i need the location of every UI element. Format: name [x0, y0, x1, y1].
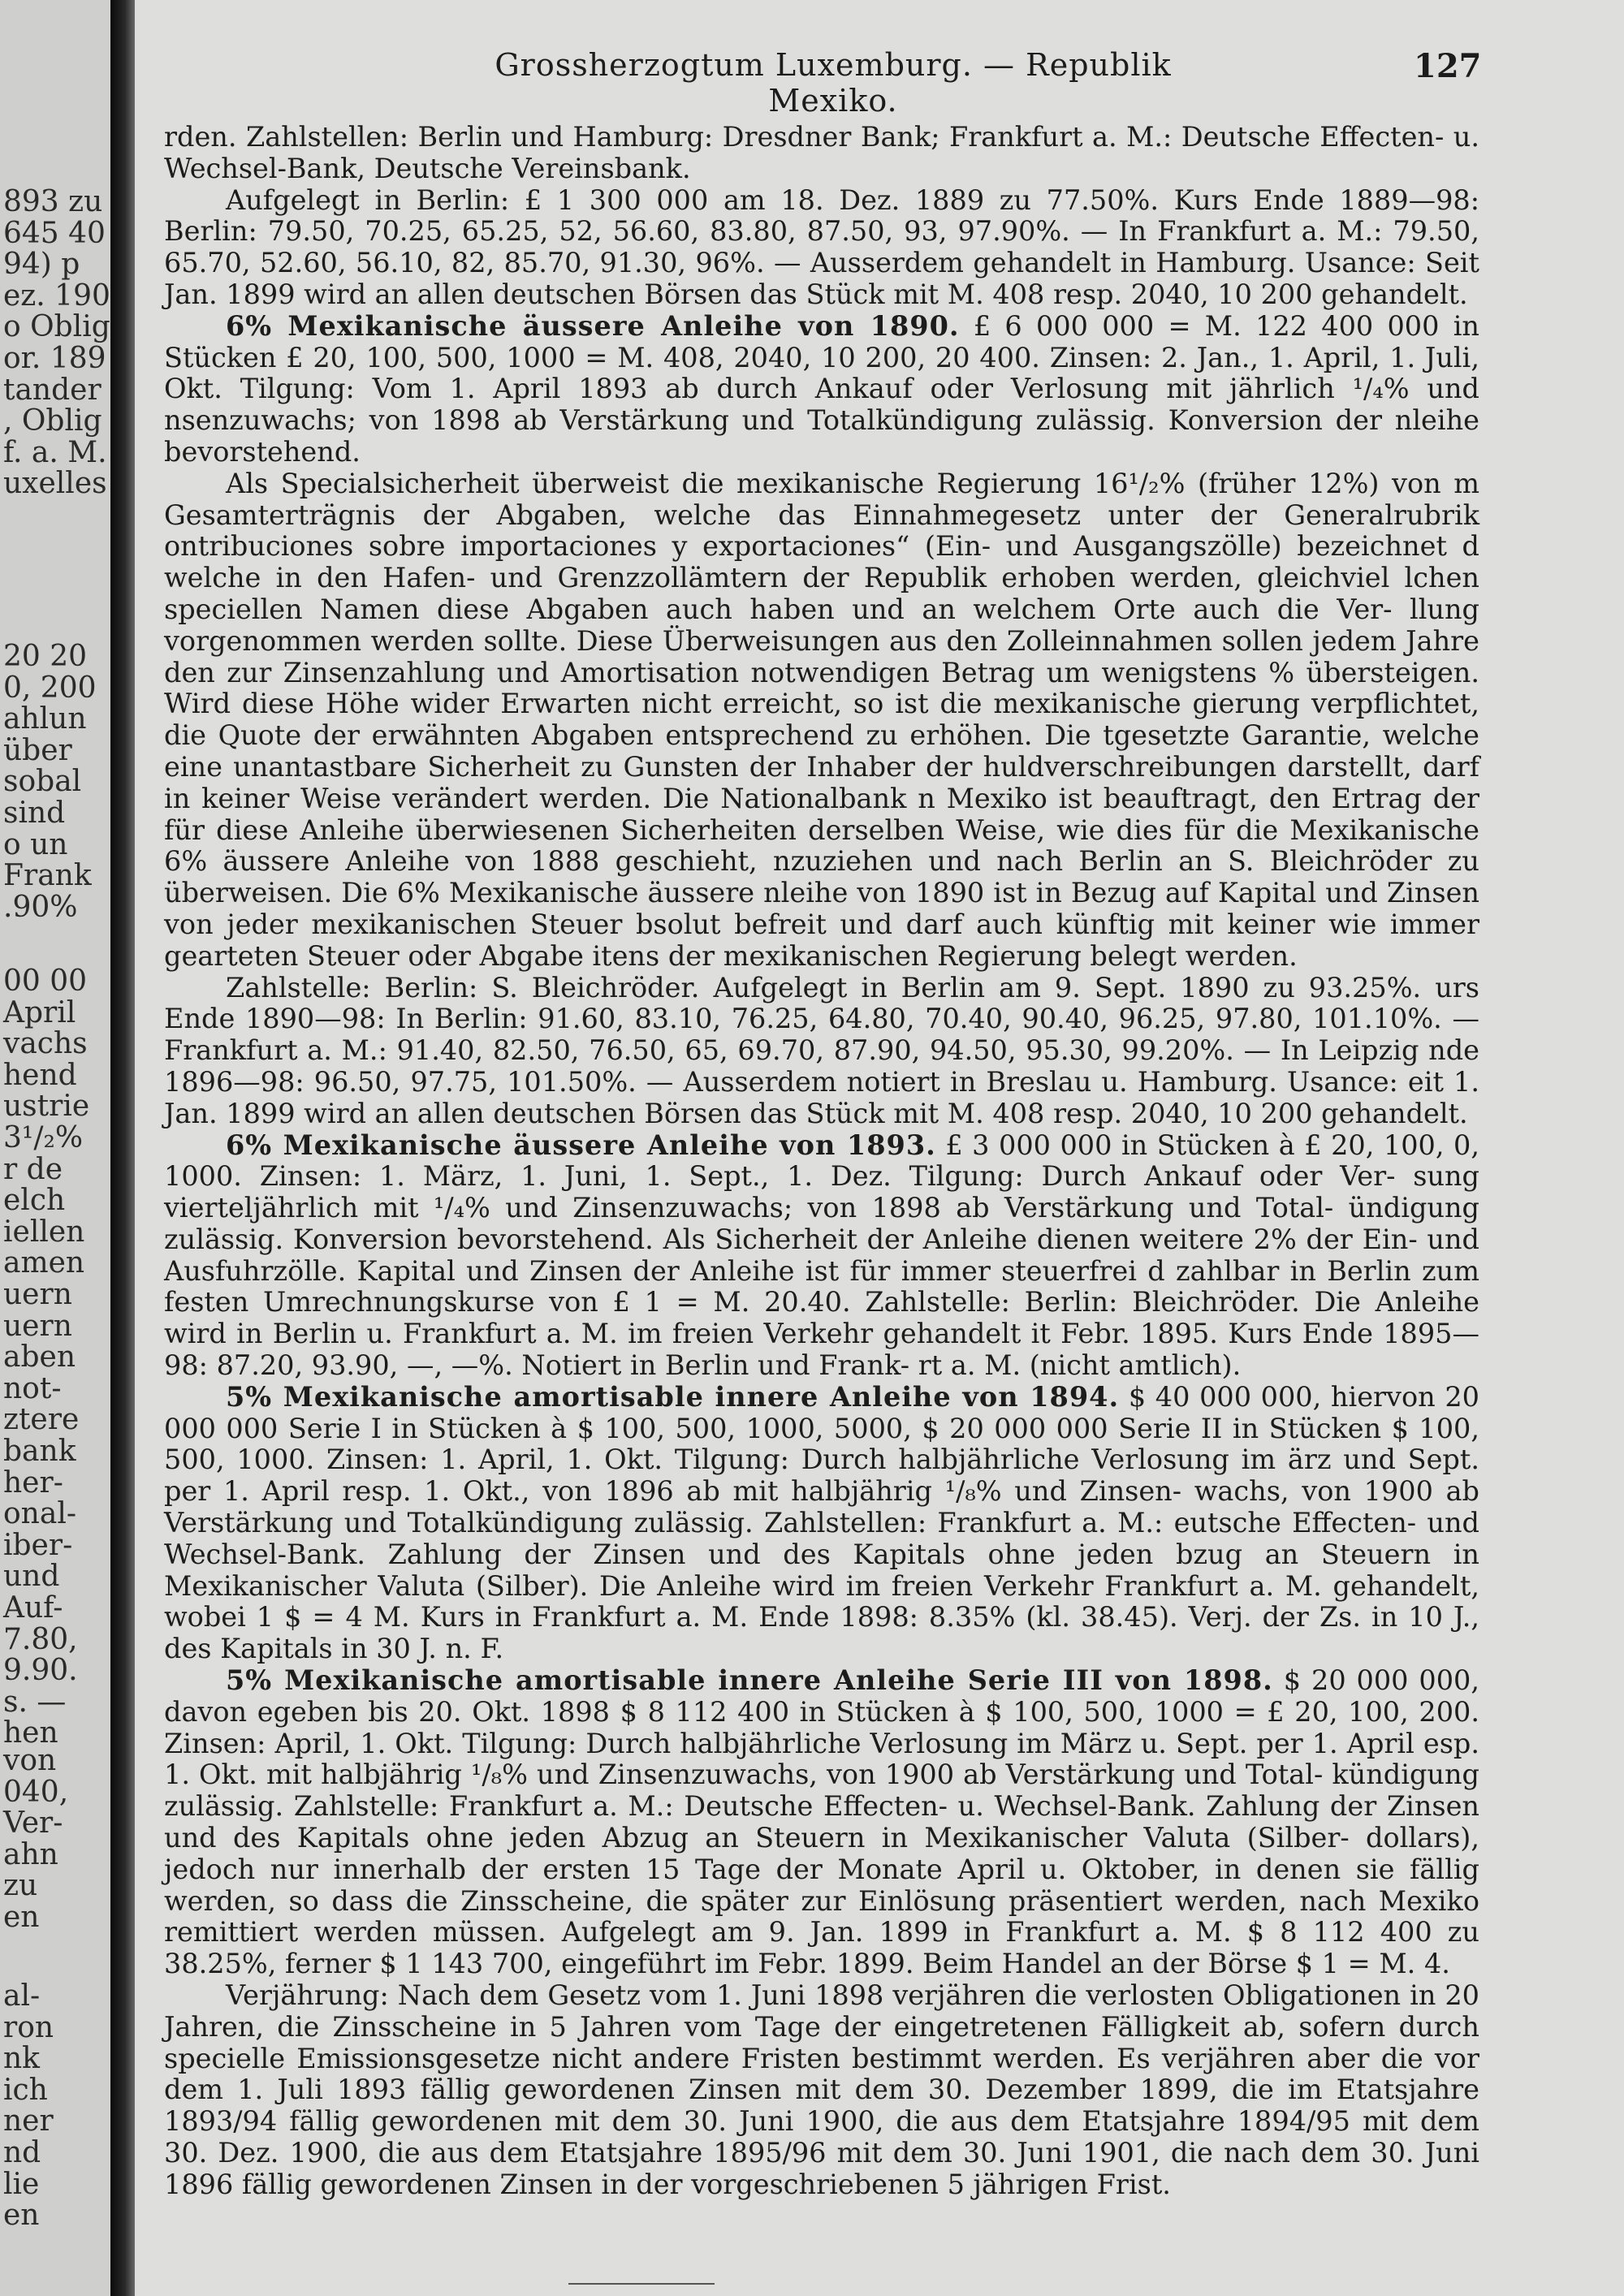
left-margin-line: .90% — [3, 890, 78, 924]
left-margin-line: en — [3, 2199, 40, 2233]
left-margin-line: 9.90. — [3, 1654, 78, 1688]
body-text — [164, 122, 1479, 2201]
left-margin-line: iber- — [3, 1528, 73, 1562]
left-margin-line: ich — [3, 2073, 48, 2107]
left-margin-line: tander — [3, 373, 102, 407]
left-margin-line: ron — [3, 2010, 54, 2044]
left-margin-line: al- — [3, 1979, 41, 2013]
book-gutter — [110, 0, 135, 2296]
left-margin-line: sind — [3, 796, 66, 830]
left-margin-line: uxelles — [3, 467, 107, 501]
left-margin-line: en — [3, 1901, 40, 1934]
left-margin-line: bank — [3, 1435, 76, 1468]
left-margin-line: s. — — [3, 1685, 67, 1719]
left-margin-line: 645 40 — [3, 216, 106, 250]
left-margin-line: ahlun — [3, 702, 87, 736]
left-margin-line: 94) p — [3, 248, 80, 282]
left-margin-line: 0, 200 — [3, 671, 97, 705]
left-margin-line: nd — [3, 2136, 41, 2169]
left-margin-line: und — [3, 1560, 60, 1594]
left-margin-line: April — [3, 995, 76, 1029]
left-margin-line: 3¹/₂% — [3, 1121, 84, 1154]
paragraph-specialsicherheit: Als Specialsicherheit überweist die mexikanische Regierung 16¹/₂% (früher 12%) von m Gesamterträgnis der Abgaben, welche das Einnahmegesetz unter der Generalrubrik ontribuciones sobre importaciones y exportaciones“ (Ein- und Ausgangszölle) bezeichnet d welche in den Hafen- und Grenzzollämtern der Republik erhoben werden, gleichviel lchen speciellen Namen diese Abgaben auch haben und an welchem Orte auch die Ver- llung vorgenommen werden sollte. Diese Überweisungen aus den Zolleinnahmen sollen jedem Jahre den zur Zinsenzahlung und Amortisation notwendigen Betrag um wenigstens % übersteigen. Wird diese Höhe wider Erwarten nicht erreicht, so ist die mexikanische gierung verpflichtet, die Quote der erwähnten Abgaben entsprechend zu erhöhen. Die tgesetzte Garantie, welche eine unantastbare Sicherheit zu Gunsten der Inhaber der huldverschreibungen darstellt, darf in keiner Weise verändert werden. Die Nationalbank n Mexiko ist beauftragt, den Ertrag der für diese Anleihe überwiesenen Sicherheiten derselben Weise, wie dies für die Mexikanische 6% äussere Anleihe von 1888 geschieht, nzuziehen und nach Berlin an S. Bleichröder zu überweisen. Die 6% Mexikanische äussere nleihe von 1890 ist in Bezug auf Kapital und Zinsen von jeder mexikanischen Steuer bsolut befreit und darf auch künftig mit keiner wie immer gearteten Steuer oder Abgabe itens der mexikanischen Regierung belegt werden. — [164, 467, 1479, 972]
section-text: £ 3 000 000 in Stücken à £ 20, 100, 0, 1000. Zinsen: 1. März, 1. Juni, 1. Sept., 1. Dez. Tilgung: Durch Ankauf oder Ver- sung vierteljährlich mit ¹/₄% und Zinsenzuwachs; von 1898 ab Verstärkung und Total- ündigung zulässig. Konversion bevorstehend. Als Sicherheit der Anleihe dienen weitere 2% der Ein- und Ausfuhrzölle. Kapital und Zinsen der Anleihe ist für immer steuerfrei d zahlbar in Berlin zum festen Umrechnungskurse von £ 1 = M. 20.40. Zahlstelle: Berlin: Bleichröder. Die Anleihe wird in Berlin u. Frankfurt a. M. im freien Verkehr gehandelt it Febr. 1895. Kurs Ende 1895—98: 87.20, 93.90, —, —%. Notiert in Berlin und Frank- rt a. M. (nicht amtlich). — [164, 1129, 1479, 1382]
left-margin-line: 7.80, — [3, 1622, 78, 1656]
running-head: Grossherzogtum Luxemburg. — Republik Mexiko. — [495, 47, 1172, 119]
left-margin-line: ahn — [3, 1837, 58, 1871]
left-margin-line: iellen — [3, 1215, 85, 1249]
left-margin-line: Ver- — [3, 1806, 63, 1841]
left-margin-line: not- — [3, 1371, 62, 1405]
section-anleihe-1894 — [164, 1382, 1479, 1665]
left-margin-line: elch — [3, 1184, 66, 1218]
page-number: 127 — [1414, 47, 1482, 85]
section-anleihe-1893 — [164, 1130, 1479, 1382]
left-margin-line: ustrie — [3, 1090, 90, 1124]
left-margin-line: sobal — [3, 765, 82, 799]
left-margin-line: onal- — [3, 1497, 76, 1531]
left-margin-line: o Oblig — [3, 310, 110, 344]
page — [135, 0, 1624, 2296]
left-margin-line: 893 zu — [3, 185, 103, 218]
section-text: $ 40 000 000, hiervon 20 000 000 Serie I in Stücken à $ 100, 500, 1000, 5000, $ 20 000 000 Serie II in Stücken $ 100, 500, 1000. Zinsen: 1. April, 1. Okt. Tilgung: Durch halbjährliche Verlosung im ärz und Sept. per 1. April resp. 1. Okt., von 1896 ab mit halbjährig ¹/₈% und Zinsen- wachs, von 1900 ab Verstärkung und Totalkündigung zulässig. Zahlstellen: Frankfurt a. M.: eutsche Effecten- und Wechsel-Bank. Zahlung der Zinsen und des Kapitals ohne jeden bzug an Steuern in Mexikanischer Valuta (Silber). Die Anleihe wird im freien Verkehr Frankfurt a. M. gehandelt, wobei 1 $ = 4 M. Kurs in Frankfurt a. M. Ende 1898: 8.35% (kl. 38.45). Verj. der Zs. in 10 J., des Kapitals in 30 J. n. F. — [164, 1380, 1479, 1665]
left-margin-line: or. 189 — [3, 342, 106, 375]
left-margin-line: Auf- — [3, 1591, 63, 1625]
section-text: £ 6 000 000 = M. 122 400 000 in Stücken £ 20, 100, 500, 1000 = M. 408, 2040, 10 200, 20 400. Zinsen: 2. Jan., 1. April, 1. Juli, Okt. Tilgung: Vom 1. April 1893 ab durch Ankauf oder Verlosung mit jährlich ¹/₄% und nsenzuwachs; von 1898 ab Verstärkung und Totalkündigung zulässig. Konversion der nleihe bevorstehend. — [164, 309, 1479, 468]
adjacent-page-fragment — [0, 0, 114, 2296]
paragraph-zahlstellen: rden. Zahlstellen: Berlin und Hamburg: Dresdner Bank; Frankfurt a. M.: Deutsche Effecten- u. Wechsel-Bank, Deutsche Vereinsbank. — [164, 121, 1479, 184]
left-margin-line: aben — [3, 1340, 76, 1375]
left-margin-line: r de — [3, 1152, 63, 1186]
left-margin-line: nk — [3, 2042, 40, 2076]
left-margin-line: her- — [3, 1465, 63, 1500]
left-margin-line: über — [3, 733, 72, 767]
left-margin-line: f. a. M. — [3, 435, 107, 469]
section-heading: 5% Mexikanische amortisable innere Anleihe Serie III von 1898. — [226, 1664, 1273, 1697]
left-margin-line: amen — [3, 1246, 85, 1280]
section-anleihe-1898 — [164, 1665, 1479, 1980]
left-margin-line: 040, — [3, 1775, 69, 1809]
section-heading: 6% Mexikanische äussere Anleihe von 1890. — [226, 309, 960, 342]
left-margin-line: 00 00 — [3, 965, 88, 998]
left-margin-line: hend — [3, 1058, 77, 1092]
left-margin-line: zu — [3, 1869, 38, 1903]
left-margin-line: uern — [3, 1309, 72, 1343]
left-margin-line: 20 20 — [3, 640, 88, 673]
left-margin-line: ner — [3, 2104, 54, 2138]
left-margin-line: , Oblig — [3, 404, 102, 438]
left-margin-line: von — [3, 1744, 57, 1777]
left-margin-line: lie — [3, 2167, 40, 2201]
left-margin-line: ztere — [3, 1403, 80, 1437]
left-margin-line: vachs — [3, 1027, 88, 1061]
left-margin-line: ez. 190 — [3, 278, 110, 313]
left-margin-line: Frank — [3, 859, 92, 893]
section-heading: 6% Mexikanische äussere Anleihe von 1893. — [226, 1129, 936, 1161]
closing-rule — [568, 2283, 715, 2285]
left-margin-line: o un — [3, 827, 68, 861]
section-text: $ 20 000 000, davon egeben bis 20. Okt. 1898 $ 8 112 400 in Stücken à $ 100, 500, 1000 = £ 20, 100, 200. Zinsen: April, 1. Okt. Tilgung: Durch halbjährliche Verlosung im März u. Sept. per 1. April esp. 1. Okt. mit halbjährig ¹/₈% und Zinsenzuwachs, von 1900 ab Verstärkung und Total- kündigung zulässig. Zahlstelle: Frankfurt a. M.: Deutsche Effecten- u. Wechsel-Bank. Zahlung der Zinsen und des Kapitals ohne jeden Abzug an Steuern in Mexikanischer Valuta (Silber- dollars), jedoch nur innerhalb der ersten 15 Tage der Monate April u. Oktober, in denen sie fällig werden, so dass die Zinsscheine, die später zur Einlösung präsentiert werden, nach Mexiko remittiert werden müssen. Aufgelegt am 9. Jan. 1899 in Frankfurt a. M. $ 8 112 400 zu 38.25%, ferner $ 1 143 700, eingeführt im Febr. 1899. Beim Handel an der Börse $ 1 = M. 4. — [164, 1664, 1480, 1980]
section-anleihe-1890 — [164, 311, 1479, 468]
section-heading: 5% Mexikanische amortisable innere Anleihe von 1894. — [226, 1380, 1120, 1413]
paragraph-zahlstelle-1890: Zahlstelle: Berlin: S. Bleichröder. Aufgelegt in Berlin am 9. Sept. 1890 zu 93.25%. urs Ende 1890—98: In Berlin: 91.60, 83.10, 76.25, 64.80, 70.40, 90.40, 96.25, 97.80, 101.10%. — Frankfurt a. M.: 91.40, 82.50, 76.50, 65, 69.70, 87.90, 94.50, 95.30, 99.20%. — In Leipzig nde 1896—98: 96.50, 97.75, 101.50%. — Ausserdem notiert in Breslau u. Hamburg. Usance: eit 1. Jan. 1899 wird an allen deutschen Börsen das Stück mit M. 408 resp. 2040, 10 200 gehandelt. — [164, 971, 1479, 1129]
left-margin-line: hen — [3, 1716, 58, 1750]
paragraph-verjaehrung: Verjährung: Nach dem Gesetz vom 1. Juni 1898 verjähren die verlosten Obligationen in 20 Jahren, die Zinsscheine in 5 Jahren vom Tage der eingetretenen Fälligkeit ab, sofern durch specielle Emissionsgesetze nicht andere Fristen bestimmt werden. Es verjähren aber die vor dem 1. Juli 1893 fällig gewordenen Zinsen mit dem 30. Dezember 1899, die im Etatsjahre 1893/94 fällig gewordenen mit dem 30. Juni 1900, die aus dem Etatsjahre 1894/95 mit dem 30. Dez. 1900, die aus dem Etatsjahre 1895/96 mit dem 30. Juni 1901, die nach dem 30. Juni 1896 fällig gewordenen Zinsen in der vorgeschriebenen 5 jährigen Frist. — [164, 1979, 1479, 2200]
left-margin-line: uern — [3, 1278, 72, 1311]
paragraph-aufgelegt-1889: Aufgelegt in Berlin: £ 1 300 000 am 18. Dez. 1889 zu 77.50%. Kurs Ende 1889—98: Berlin: 79.50, 70.25, 65.25, 52, 56.60, 83.80, 87.50, 93, 97.90%. — In Frankfurt a. M.: 79.50, 65.70, 52.60, 56.10, 82, 85.70, 91.30, 96%. — Ausserdem gehandelt in Hamburg. Usance: Seit Jan. 1899 wird an allen deutschen Börsen das Stück mit M. 408 resp. 2040, 10 200 gehandelt. — [164, 183, 1479, 310]
